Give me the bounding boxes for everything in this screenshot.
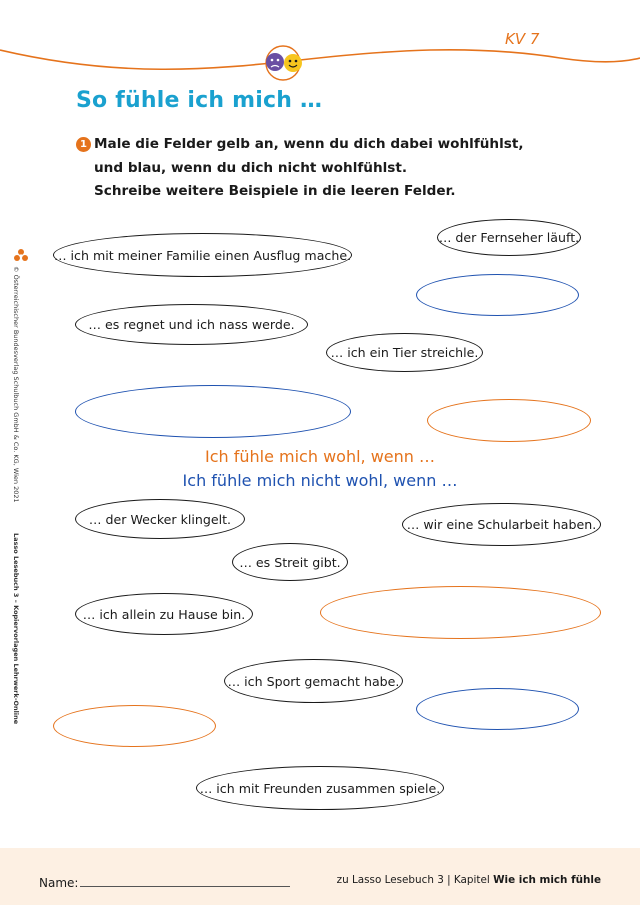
empty-bubble-orange-3[interactable] xyxy=(53,705,216,747)
name-label: Name: xyxy=(39,876,79,890)
series-text: Lasso Lesebuch 3 – Kopiervorlagen Lehrwerk-Online xyxy=(12,533,20,725)
empty-bubble-blue-2[interactable] xyxy=(75,385,351,438)
bubble-streit[interactable]: … es Streit gibt. xyxy=(232,543,348,581)
bubble-fernseher[interactable]: … der Fernseher läuft. xyxy=(437,219,581,256)
empty-bubble-blue-3[interactable] xyxy=(416,688,579,730)
bubble-sport[interactable]: … ich Sport gemacht habe. xyxy=(224,659,403,703)
task-instruction-line-3: Schreibe weitere Beispiele in die leeren Felder. xyxy=(94,183,456,199)
footer-chapter: Wie ich mich fühle xyxy=(493,874,601,886)
copyright-text: © Österreichischer Bundesverlag Schulbuch GmbH & Co. KG, Wien 2021 xyxy=(12,266,20,503)
bubble-regnet[interactable]: … es regnet und ich nass werde. xyxy=(75,304,308,345)
bubble-tier-streicheln[interactable]: … ich ein Tier streichle. xyxy=(326,333,483,372)
footer-reference xyxy=(337,874,601,886)
bubble-allein-zu-hause[interactable]: … ich allein zu Hause bin. xyxy=(75,593,253,635)
publisher-logo-icon xyxy=(13,248,29,264)
footer-ref-prefix: zu Lasso Lesebuch 3 | Kapitel xyxy=(336,874,490,886)
heading-wohl: Ich fühle mich wohl, wenn … xyxy=(204,447,435,466)
task-instruction-line-2: und blau, wenn du dich nicht wohlfühlst. xyxy=(94,160,408,176)
worksheet-code: KV 7 xyxy=(505,30,540,48)
faces-icon xyxy=(266,46,302,80)
page-title: So fühle ich mich … xyxy=(76,88,323,113)
empty-bubble-orange-2[interactable] xyxy=(320,586,601,639)
empty-bubble-blue-1[interactable] xyxy=(416,274,579,316)
task-number-badge: 1 xyxy=(76,137,91,152)
task-instruction-line-1: Male die Felder gelb an, wenn du dich dabei wohlfühlst, xyxy=(94,136,524,152)
name-input-line[interactable] xyxy=(80,886,290,887)
bubble-wecker[interactable]: … der Wecker klingelt. xyxy=(75,499,245,539)
bubble-freunde[interactable]: … ich mit Freunden zusammen spiele. xyxy=(196,766,444,810)
empty-bubble-orange-1[interactable] xyxy=(427,399,591,442)
heading-nicht-wohl: Ich fühle mich nicht wohl, wenn … xyxy=(182,471,458,490)
bubble-schularbeit[interactable]: … wir eine Schularbeit haben. xyxy=(402,503,601,546)
header-wave xyxy=(0,0,640,90)
bubble-familie-ausflug[interactable]: … ich mit meiner Familie einen Ausflug mache. xyxy=(53,233,352,277)
